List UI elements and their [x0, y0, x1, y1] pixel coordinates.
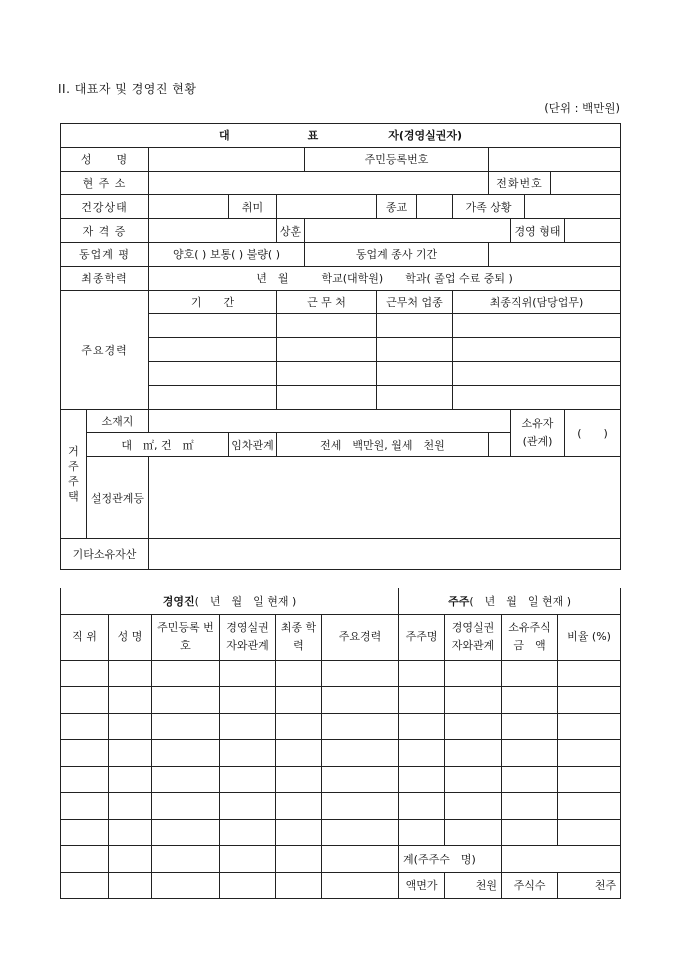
career-cell[interactable]: [377, 361, 453, 385]
career-cell[interactable]: [453, 385, 621, 409]
grid-cell[interactable]: [152, 819, 220, 845]
grid-cell[interactable]: [445, 766, 502, 792]
grid-cell[interactable]: [322, 872, 399, 898]
grid-cell[interactable]: [109, 872, 152, 898]
career-cell[interactable]: [149, 314, 277, 338]
career-cell[interactable]: [277, 385, 377, 409]
par-value-label: 액면가: [399, 872, 445, 898]
education-label: 최종학력: [61, 266, 149, 290]
grid-cell[interactable]: [276, 792, 322, 819]
grid-cell[interactable]: [220, 686, 276, 713]
career-cell[interactable]: [277, 314, 377, 338]
career-cell[interactable]: [277, 338, 377, 362]
grid-cell[interactable]: [445, 792, 502, 819]
grid-cell[interactable]: [502, 739, 558, 766]
shareholder-total-field[interactable]: [502, 845, 621, 872]
rrn-label: 주민등록번호: [305, 147, 489, 171]
grid-cell[interactable]: [558, 792, 621, 819]
career-col-position: 최종직위(담당업무): [453, 290, 621, 314]
section-title: II. 대표자 및 경영진 현황: [58, 82, 197, 96]
grid-cell[interactable]: [502, 686, 558, 713]
col-share-amount: 소유주식 금 액: [502, 614, 558, 660]
grid-cell[interactable]: [220, 713, 276, 739]
grid-cell[interactable]: [445, 713, 502, 739]
grid-cell[interactable]: [502, 792, 558, 819]
grid-cell[interactable]: [445, 819, 502, 845]
career-cell[interactable]: [277, 361, 377, 385]
grid-cell[interactable]: [109, 739, 152, 766]
grid-cell[interactable]: [152, 872, 220, 898]
lease-label: 임차관계: [229, 433, 277, 457]
name-field[interactable]: [149, 147, 305, 171]
grid-cell[interactable]: [322, 819, 399, 845]
family-label: 가족 상황: [453, 195, 525, 219]
reputation-options[interactable]: 양호( ) 보통( ) 불량( ): [149, 242, 305, 266]
grid-cell[interactable]: [220, 792, 276, 819]
grid-cell[interactable]: [61, 819, 109, 845]
location-field[interactable]: [149, 409, 511, 433]
grid-cell[interactable]: [152, 792, 220, 819]
grid-cell[interactable]: [61, 766, 109, 792]
grid-cell[interactable]: [558, 686, 621, 713]
grid-cell[interactable]: [558, 713, 621, 739]
address-label: 현 주 소: [61, 171, 149, 195]
career-cell[interactable]: [377, 314, 453, 338]
grid-cell[interactable]: [445, 739, 502, 766]
phone-label: 전화번호: [489, 171, 551, 195]
housing-label: 거주주택: [61, 409, 87, 539]
phone-field[interactable]: [551, 171, 621, 195]
mortgage-label: 설정관계등: [87, 457, 149, 539]
reward-label: 상훈: [277, 219, 305, 243]
col-holder-name: 주주명: [399, 614, 445, 660]
grid-cell[interactable]: [502, 766, 558, 792]
career-cell[interactable]: [453, 314, 621, 338]
career-cell[interactable]: [377, 338, 453, 362]
shares-field[interactable]: 천주: [558, 872, 621, 898]
health-field[interactable]: [149, 195, 229, 219]
grid-cell[interactable]: [276, 739, 322, 766]
mgmt-type-field[interactable]: [565, 219, 621, 243]
hobby-field[interactable]: [277, 195, 377, 219]
grid-cell[interactable]: [558, 739, 621, 766]
reward-field[interactable]: [305, 219, 511, 243]
mortgage-field[interactable]: [149, 457, 621, 539]
career-cell[interactable]: [149, 385, 277, 409]
career-cell[interactable]: [377, 385, 453, 409]
grid-cell[interactable]: [220, 660, 276, 686]
grid-cell[interactable]: [502, 660, 558, 686]
hobby-label: 취미: [229, 195, 277, 219]
grid-cell[interactable]: [220, 766, 276, 792]
grid-cell[interactable]: [399, 792, 445, 819]
grid-cell[interactable]: [61, 686, 109, 713]
grid-cell[interactable]: [61, 713, 109, 739]
grid-cell[interactable]: [276, 686, 322, 713]
career-label: 주요경력: [61, 290, 149, 409]
col-position: 직 위: [61, 614, 109, 660]
career-col-period: 기 간: [149, 290, 277, 314]
grid-cell[interactable]: [109, 686, 152, 713]
shares-label: 주식수: [502, 872, 558, 898]
grid-cell[interactable]: [61, 845, 109, 872]
grid-cell[interactable]: [276, 845, 322, 872]
address-field[interactable]: [149, 171, 489, 195]
grid-cell[interactable]: [276, 713, 322, 739]
grid-cell[interactable]: [558, 819, 621, 845]
career-col-workplace: 근 무 처: [277, 290, 377, 314]
education-field[interactable]: 년 월 학교(대학원) 학과( 졸업 수료 중퇴 ): [149, 266, 621, 290]
health-label: 건강상태: [61, 195, 149, 219]
career-col-industry: 근무처 업종: [377, 290, 453, 314]
career-cell[interactable]: [453, 361, 621, 385]
grid-cell[interactable]: [61, 739, 109, 766]
col-rrn: 주민등록 번 호: [152, 614, 220, 660]
col-education: 최종 학력: [276, 614, 322, 660]
career-cell[interactable]: [149, 361, 277, 385]
reputation-label: 동업계 평: [61, 242, 149, 266]
grid-cell[interactable]: [502, 713, 558, 739]
other-assets-label: 기타소유자산: [61, 539, 149, 570]
religion-field[interactable]: [417, 195, 453, 219]
license-label: 자 격 증: [61, 219, 149, 243]
relation-field[interactable]: ( ): [565, 409, 621, 457]
grid-cell[interactable]: [399, 713, 445, 739]
grid-cell[interactable]: [152, 660, 220, 686]
family-field[interactable]: [525, 195, 621, 219]
grid-cell[interactable]: [152, 686, 220, 713]
grid-cell[interactable]: [109, 845, 152, 872]
grid-cell[interactable]: [322, 713, 399, 739]
unit-label: (단위 : 백만원): [544, 101, 620, 115]
other-assets-field[interactable]: [149, 539, 621, 570]
grid-cell[interactable]: [152, 739, 220, 766]
area-field[interactable]: 대 ㎡, 건 ㎡: [87, 433, 229, 457]
career-cell[interactable]: [453, 338, 621, 362]
grid-cell[interactable]: [220, 739, 276, 766]
grid-cell[interactable]: [276, 766, 322, 792]
grid-cell[interactable]: [445, 660, 502, 686]
grid-cell[interactable]: [399, 686, 445, 713]
grid-cell[interactable]: [399, 766, 445, 792]
representative-table: [60, 123, 621, 570]
religion-label: 종교: [377, 195, 417, 219]
col-career: 주요경력: [322, 614, 399, 660]
grid-cell[interactable]: [276, 660, 322, 686]
grid-cell[interactable]: [322, 766, 399, 792]
rrn-field[interactable]: [489, 147, 621, 171]
grid-cell[interactable]: [109, 660, 152, 686]
col-relation: 경영실권 자와관계: [220, 614, 276, 660]
grid-cell[interactable]: [220, 872, 276, 898]
grid-cell[interactable]: [558, 766, 621, 792]
grid-cell[interactable]: [61, 792, 109, 819]
industry-period-label: 동업계 종사 기간: [305, 242, 489, 266]
holders-title: 주주( 년 월 일 현재 ): [399, 588, 621, 614]
grid-cell[interactable]: [152, 845, 220, 872]
grid-cell[interactable]: [109, 792, 152, 819]
grid-cell[interactable]: [445, 686, 502, 713]
mgmt-title: 경영진( 년 월 일 현재 ): [61, 588, 399, 614]
mgmt-type-label: 경영 형태: [511, 219, 565, 243]
grid-cell[interactable]: [322, 792, 399, 819]
col-holder-relation: 경영실권 자와관계: [445, 614, 502, 660]
name-label: 성 명: [61, 147, 149, 171]
grid-cell[interactable]: [399, 819, 445, 845]
location-label: 소재지: [87, 409, 149, 433]
grid-cell[interactable]: [109, 819, 152, 845]
grid-cell[interactable]: [220, 819, 276, 845]
grid-cell[interactable]: [109, 713, 152, 739]
grid-cell[interactable]: [276, 872, 322, 898]
grid-cell[interactable]: [109, 766, 152, 792]
industry-period-field[interactable]: [489, 242, 621, 266]
grid-cell[interactable]: [152, 713, 220, 739]
grid-cell[interactable]: [399, 739, 445, 766]
grid-cell[interactable]: [502, 819, 558, 845]
lease-field[interactable]: 전세 백만원, 월세 천원: [277, 433, 489, 457]
grid-cell[interactable]: [276, 819, 322, 845]
shareholder-total: 계(주주수 명): [399, 845, 502, 872]
grid-cell[interactable]: [220, 845, 276, 872]
grid-cell[interactable]: [152, 766, 220, 792]
grid-cell[interactable]: [558, 660, 621, 686]
owner-label: 소유자 (관계): [511, 409, 565, 457]
col-ratio: 비율 (%): [558, 614, 621, 660]
grid-cell[interactable]: [322, 845, 399, 872]
grid-cell[interactable]: [322, 739, 399, 766]
grid-cell[interactable]: [61, 660, 109, 686]
col-name: 성 명: [109, 614, 152, 660]
grid-cell[interactable]: [322, 660, 399, 686]
grid-cell[interactable]: [322, 686, 399, 713]
grid-cell[interactable]: [61, 872, 109, 898]
career-cell[interactable]: [149, 338, 277, 362]
license-field[interactable]: [149, 219, 277, 243]
management-shareholder-table: [60, 588, 621, 899]
grid-cell[interactable]: [399, 660, 445, 686]
par-value-field[interactable]: 천원: [445, 872, 502, 898]
rep-title: 대 표 자(경영실권자): [61, 124, 621, 148]
